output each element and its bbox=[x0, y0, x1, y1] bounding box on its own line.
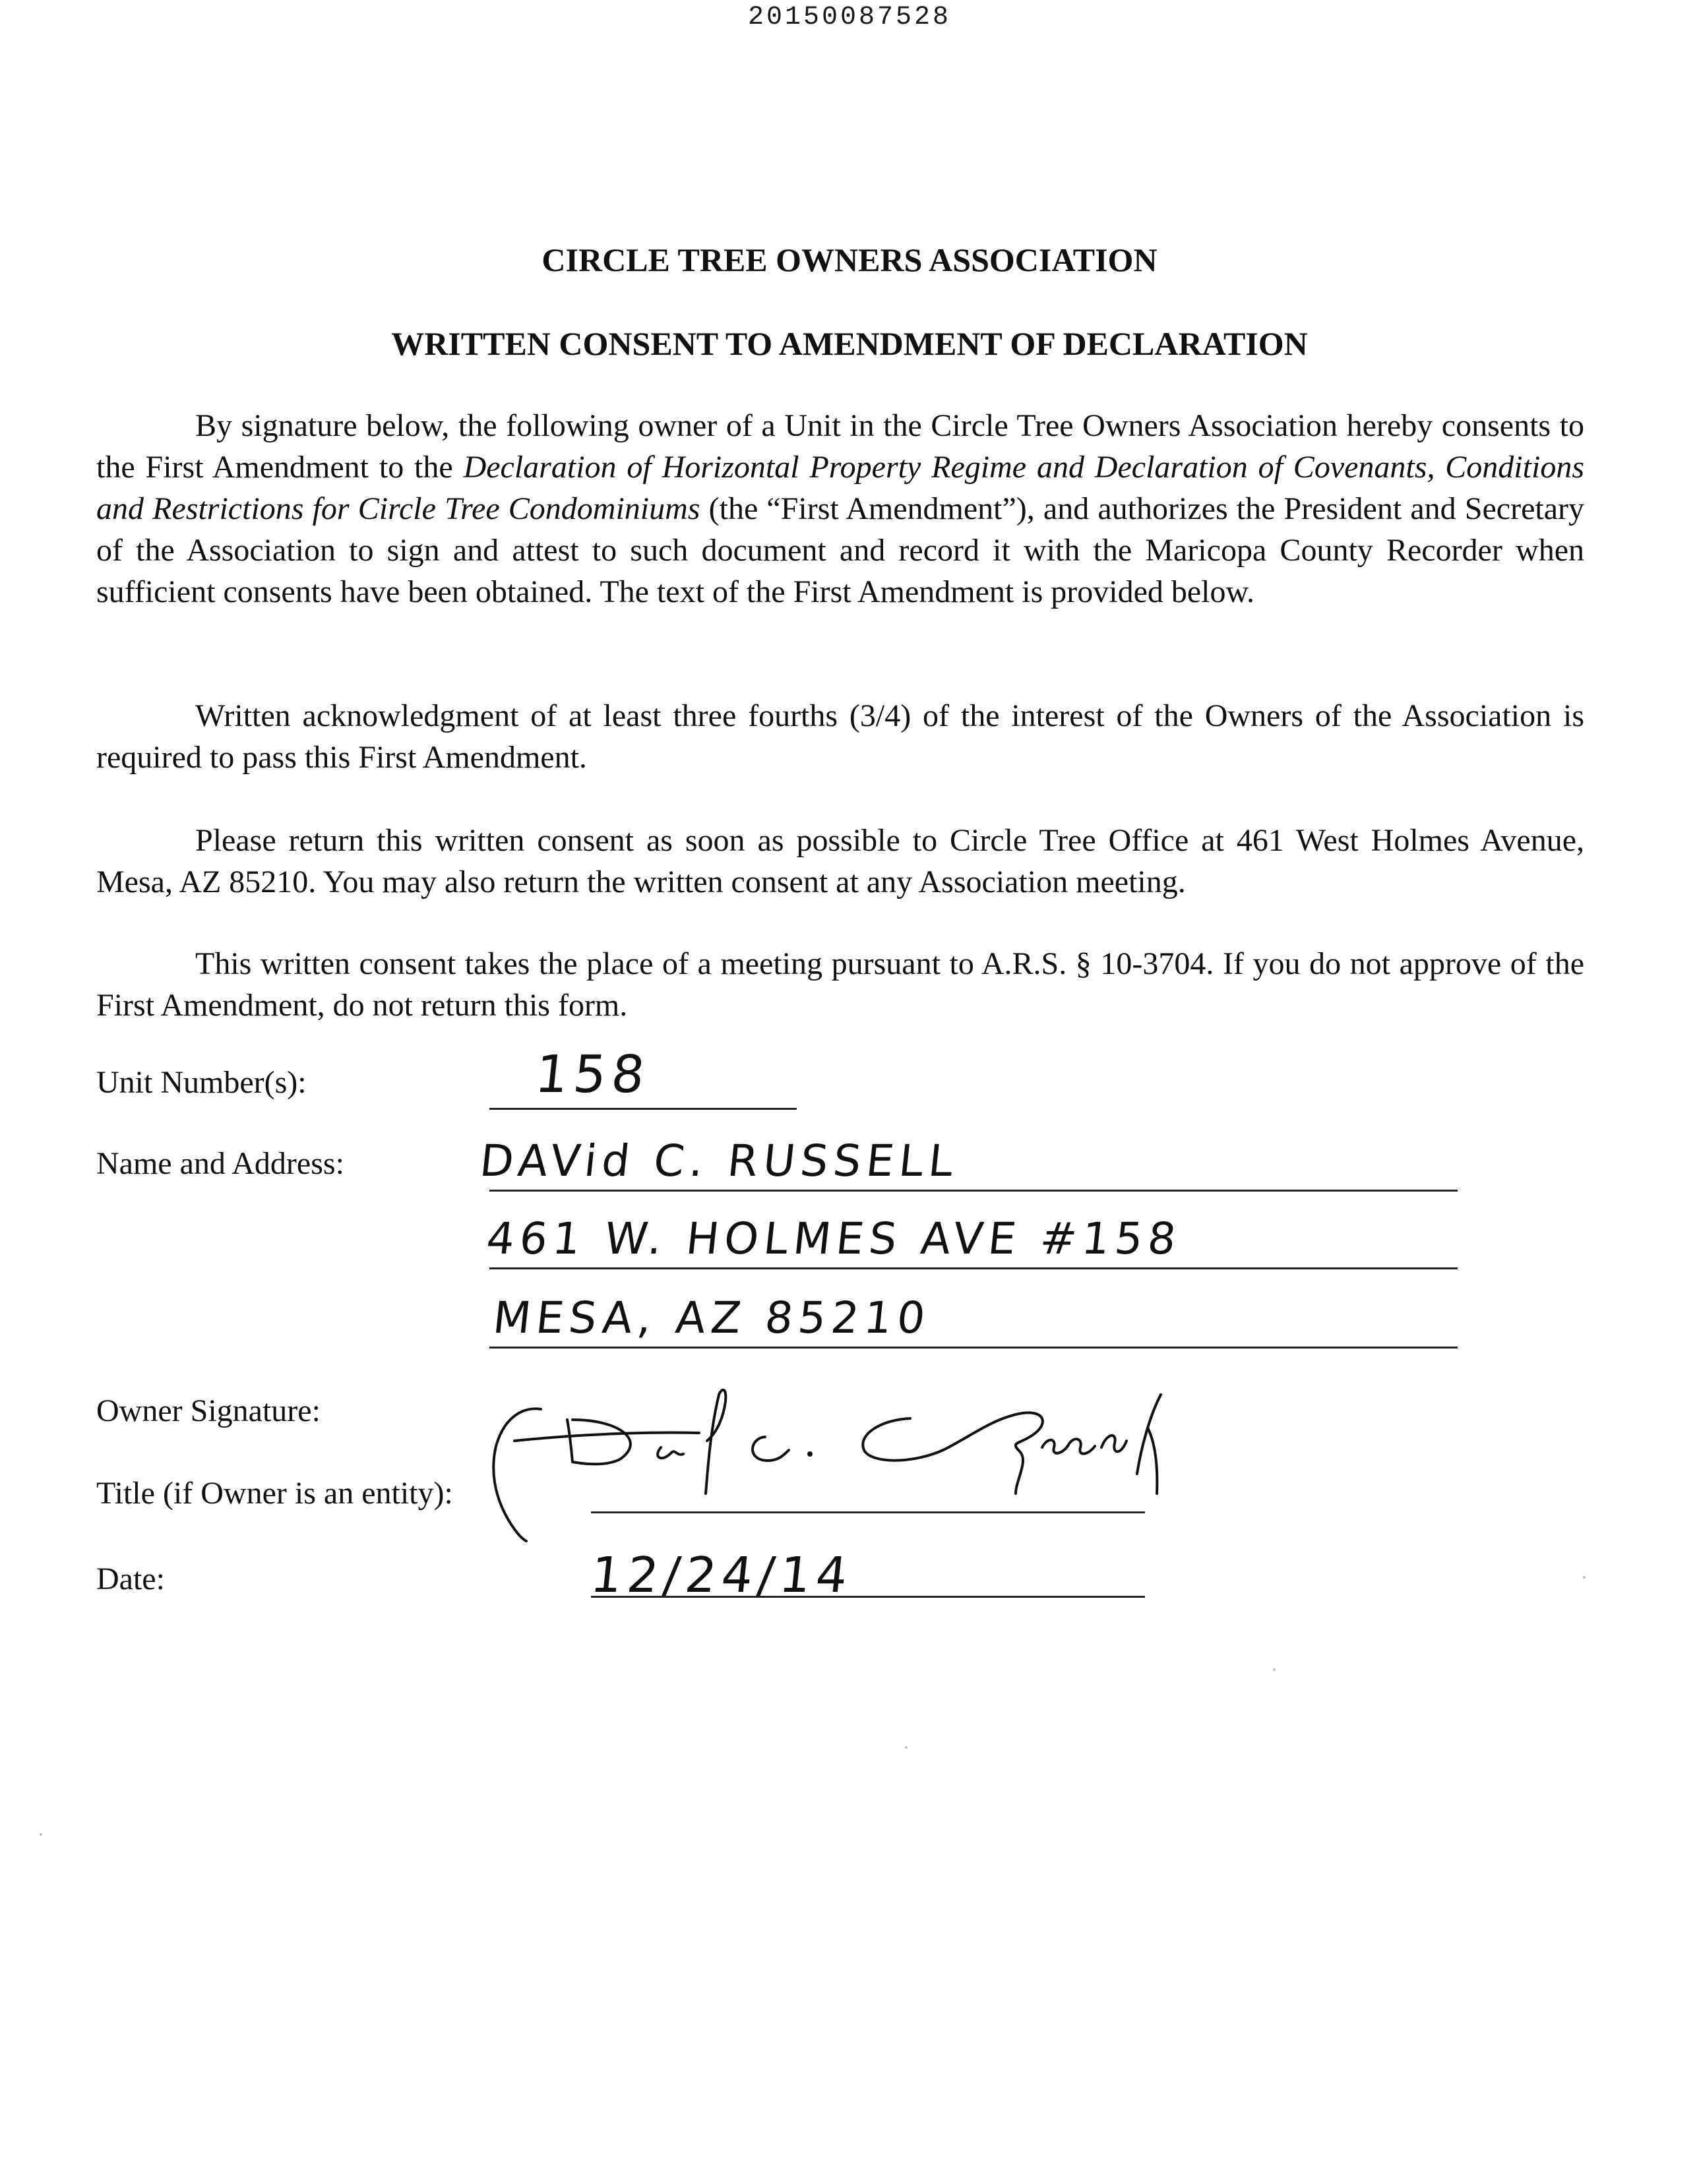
return-instructions-text: Please return this written consent as soon as possible to Circle Tree Office at 461 West Holmes Avenue, Mesa, AZ 85210. You may also return the written consent at any Association meeting. bbox=[96, 823, 1584, 899]
name-line-1-value[interactable]: DAVid C. RUSSELL bbox=[477, 1136, 961, 1186]
name-line-1 bbox=[489, 1190, 1458, 1192]
name-line-2 bbox=[489, 1267, 1458, 1269]
name-address-label: Name and Address: bbox=[96, 1146, 344, 1181]
name-line-3 bbox=[489, 1347, 1458, 1349]
date-line bbox=[591, 1596, 1145, 1598]
consent-paragraph bbox=[96, 405, 1584, 613]
scan-speck bbox=[905, 1746, 908, 1749]
title-label: Title (if Owner is an entity): bbox=[96, 1476, 453, 1511]
date-value[interactable]: 12/24/14 bbox=[588, 1547, 855, 1604]
consent-text-start: By signature below, the following owner of a Unit in the Circle Tree Owners Association hereby consents to the First Amendment to the bbox=[96, 408, 1584, 485]
scan-speck bbox=[1273, 1668, 1276, 1671]
organization-heading: CIRCLE TREE OWNERS ASSOCIATION bbox=[541, 241, 1158, 278]
unit-number-line bbox=[489, 1108, 797, 1110]
scan-speck bbox=[40, 1833, 42, 1836]
unit-number-value[interactable]: 158 bbox=[532, 1045, 653, 1105]
declaration-title: Declaration of Horizontal Property Regime and Declaration of Covenants, Conditions and Restrictions for Circle Tree Condominiums bbox=[96, 450, 1584, 526]
form-title-heading: WRITTEN CONSENT TO AMENDMENT OF DECLARATION bbox=[391, 325, 1308, 362]
meeting-notice-text: This written consent takes the place of a meeting pursuant to A.R.S. § 10-3704. If you do not approve of the First Amendment, do not return this form. bbox=[96, 946, 1584, 1023]
acknowledgment-text: Written acknowledgment of at least three fourths (3/4) of the interest of the Owners of the Association is required to pass this First Amendment. bbox=[96, 698, 1584, 775]
owner-signature-label: Owner Signature: bbox=[96, 1393, 321, 1428]
name-line-3-value[interactable]: MESA, AZ 85210 bbox=[490, 1292, 933, 1343]
name-line-2-value[interactable]: 461 W. HOLMES AVE #158 bbox=[483, 1213, 1184, 1264]
document-number: 20150087528 bbox=[747, 3, 952, 32]
scan-speck bbox=[1583, 1576, 1586, 1579]
consent-text-end: (the “First Amendment”), and authorizes the President and Secretary of the Association to sign and attest to such document and record it with the Maricopa County Recorder when sufficient consents have been obtained. The text of the First Amendment is provided below. bbox=[96, 491, 1584, 609]
meeting-notice-paragraph bbox=[96, 943, 1584, 1026]
owner-signature bbox=[488, 1368, 1167, 1546]
title-line bbox=[591, 1511, 1145, 1513]
date-label: Date: bbox=[96, 1562, 165, 1596]
acknowledgment-paragraph bbox=[96, 695, 1584, 778]
return-instructions-paragraph bbox=[96, 820, 1584, 903]
unit-number-label: Unit Number(s): bbox=[96, 1065, 307, 1100]
